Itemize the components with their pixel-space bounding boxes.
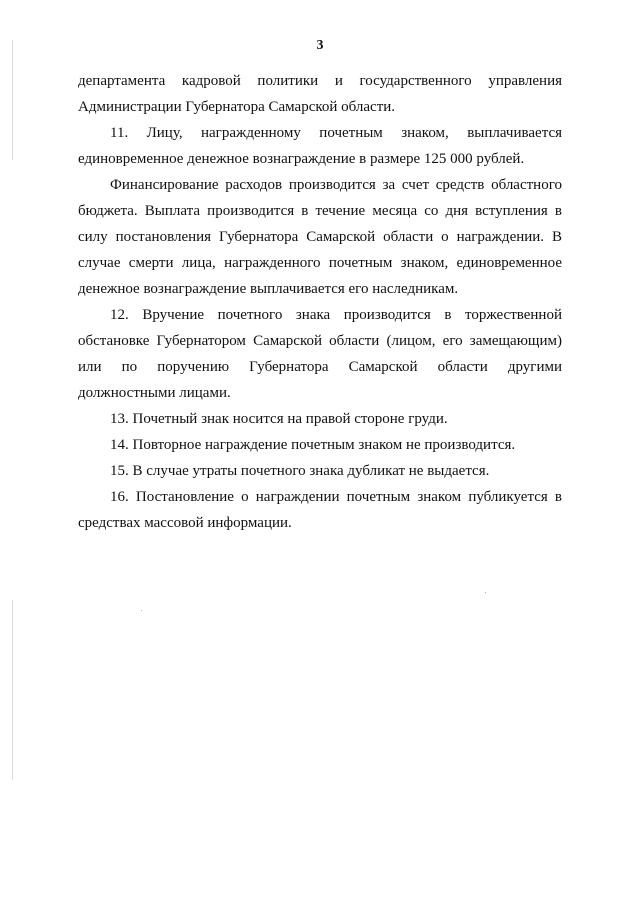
paragraph-16: 16. Постановление о награждении почетным знаком публикуется в средствах массовой информации. [78, 489, 562, 531]
scan-speck [485, 592, 486, 593]
page-number: 3 [316, 38, 324, 53]
paragraph-13: 13. Почетный знак носится на правой стороне груди. [110, 411, 448, 427]
paragraph-14: 14. Повторное награждение почетным знаком не производится. [110, 437, 516, 453]
scan-edge-mark [12, 600, 13, 780]
document-body [78, 68, 562, 536]
scan-speck [141, 610, 142, 611]
paragraph-15: 15. В случае утраты почетного знака дубликат не выдается. [110, 463, 490, 479]
paragraph-11: 11. Лицу, награжденному почетным знаком, выплачивается единовременное денежное вознаграждение в размере 125 000 рублей. [78, 125, 562, 167]
paragraph-12: 12. Вручение почетного знака производится в торжественной обстановке Губернатором Самарской области (лицом, его замещающим) или по поручению Губернатора Самарской области другими должностными лицами. [78, 307, 562, 401]
scan-edge-mark [12, 40, 13, 160]
paragraph-financing: Финансирование расходов производится за счет средств областного бюджета. Выплата производится в течение месяца со дня вступления в силу постановления Губернатора Самарской области о награждении. В случае смерти лица, награжденного почетным знаком, единовременное денежное вознаграждение выплачивается его наследникам. [78, 177, 562, 297]
paragraph-continuation: департамента кадровой политики и государственного управления Администрации Губернатора Самарской области. [78, 73, 562, 115]
